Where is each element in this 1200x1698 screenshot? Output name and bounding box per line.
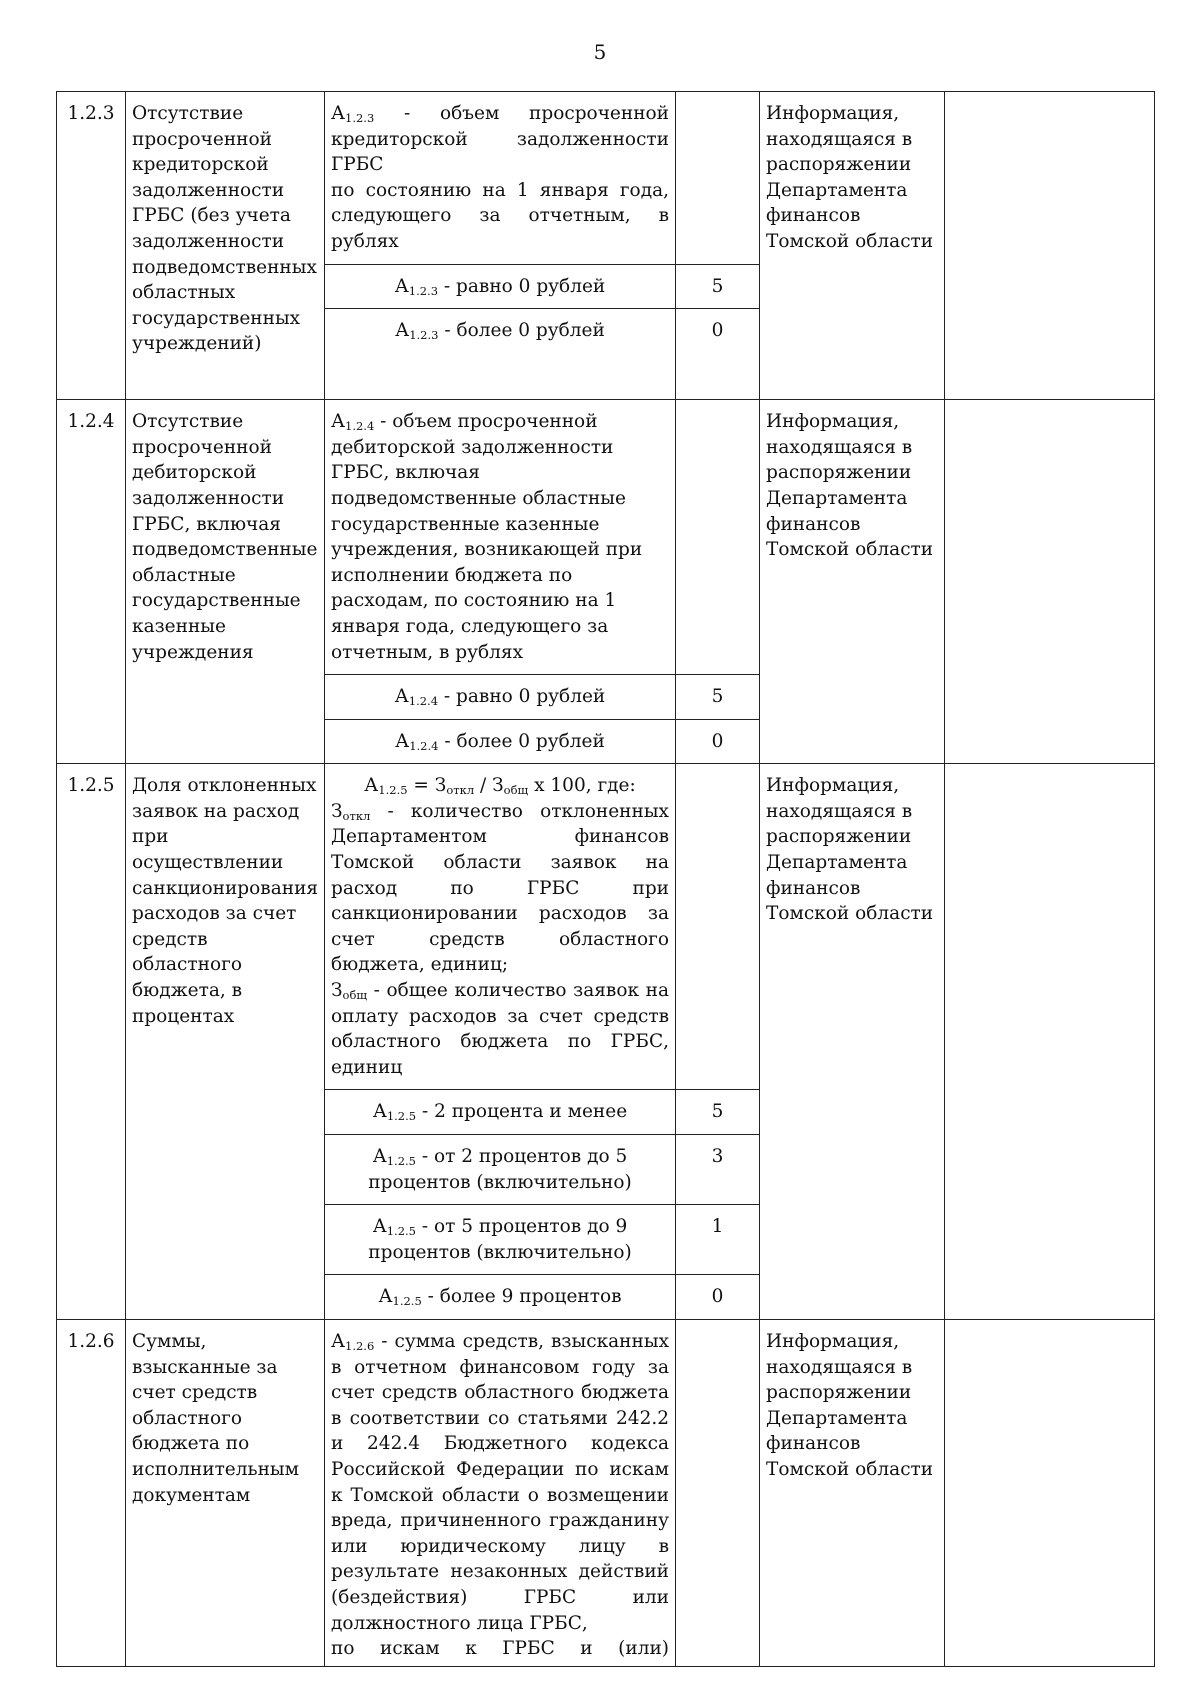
definition-rejected: $З_{откл}$ - количество отклоненных Департаментом финансов Томской области заявок на расход по ГРБС при санкционировании расходов за счет средств областного бюджета, единиц; [331,800,669,976]
option-score: 1 [676,1205,760,1275]
row-number: 1.2.3 [57,92,126,400]
empty-cell [945,400,1155,764]
indicator-name: Отсутствие просроченной кредиторской задолженности ГРБС (без учета задолженности подведомственных областных государственных учреждений) [126,92,325,400]
option-condition: $А_{1.2.4}$ - равно 0 рублей [325,675,676,720]
indicator-description: $А_{1.2.4}$ - объем просроченной дебиторской задолженности ГРБС, включая подведомственные областные государственные казенные учреждения, возникающей при исполнении бюджета по расходам, по состоянию на 1 января года, следующего за отчетным, в рублях [325,400,676,675]
option-score: 0 [676,309,760,400]
data-source: Информация, находящаяся в распоряжении Департамента финансов Томской области [760,764,945,1320]
data-source: Информация, находящаяся в распоряжении Департамента финансов Томской области [760,400,945,764]
score-cell [676,764,760,1090]
indicator-name: Отсутствие просроченной дебиторской задолженности ГРБС, включая подведомственные областные государственные казенные учреждения [126,400,325,764]
page-number: 5 [593,40,607,64]
score-cell [676,92,760,265]
option-condition: $А_{1.2.5}$ - от 5 процентов до 9 процентов (включительно) [325,1205,676,1275]
option-score: 5 [676,264,760,309]
indicator-name: Суммы, взысканные за счет средств областного бюджета по исполнительным документам [126,1319,325,1666]
empty-cell [945,1319,1155,1666]
option-condition: $А_{1.2.3}$ - равно 0 рублей [325,264,676,309]
score-cell [676,1319,760,1666]
empty-cell [945,92,1155,400]
row-number: 1.2.4 [57,400,126,764]
row-number: 1.2.6 [57,1319,126,1666]
option-score: 5 [676,1090,760,1135]
row-number: 1.2.5 [57,764,126,1320]
criteria-table [56,91,1155,1667]
formula: $А_{1.2.5} = З_{откл} / З_{общ}$ х 100, где: [364,775,636,798]
option-score: 0 [676,719,760,764]
option-condition: $А_{1.2.5}$ - более 9 процентов [325,1275,676,1320]
option-score: 0 [676,1275,760,1320]
table-row [57,92,1155,265]
option-condition: $А_{1.2.3}$ - более 0 рублей [325,309,676,400]
indicator-description: $А_{1.2.6}$ - сумма средств, взысканных в отчетном финансовом году за счет средств областного бюджета в соответствии со статьями 242.2 и 242.4 Бюджетного кодекса Российской Федерации по искам к Томской области о возмещении вреда, причиненного гражданину или юридическому лицу в результате незаконных действий (бездействия) ГРБС или должностного лица ГРБС, по искам к ГРБС и (или) [325,1319,676,1666]
score-cell [676,400,760,675]
indicator-description: $А_{1.2.3}$ - объем просроченной кредиторской задолженности ГРБС по состоянию на 1 января года, следующего за отчетным, в рублях [325,92,676,265]
option-score: 3 [676,1135,760,1205]
table-row [57,1319,1155,1666]
data-source: Информация, находящаяся в распоряжении Департамента финансов Томской области [760,92,945,400]
definition-total: $З_{общ}$ - общее количество заявок на оплату расходов за счет средств областного бюджета по ГРБС, единиц [331,980,669,1078]
data-source: Информация, находящаяся в распоряжении Департамента финансов Томской области [760,1319,945,1666]
table-row [57,764,1155,1090]
indicator-name: Доля отклоненных заявок на расход при осуществлении санкционирования расходов за счет средств областного бюджета, в процентах [126,764,325,1320]
indicator-description [325,764,676,1090]
option-score: 5 [676,675,760,720]
table-row [57,400,1155,675]
option-condition: $А_{1.2.5}$ - от 2 процентов до 5 процентов (включительно) [325,1135,676,1205]
empty-cell [945,764,1155,1320]
option-condition: $А_{1.2.4}$ - более 0 рублей [325,719,676,764]
option-condition: $А_{1.2.5} - 2$ процента и менее [325,1090,676,1135]
